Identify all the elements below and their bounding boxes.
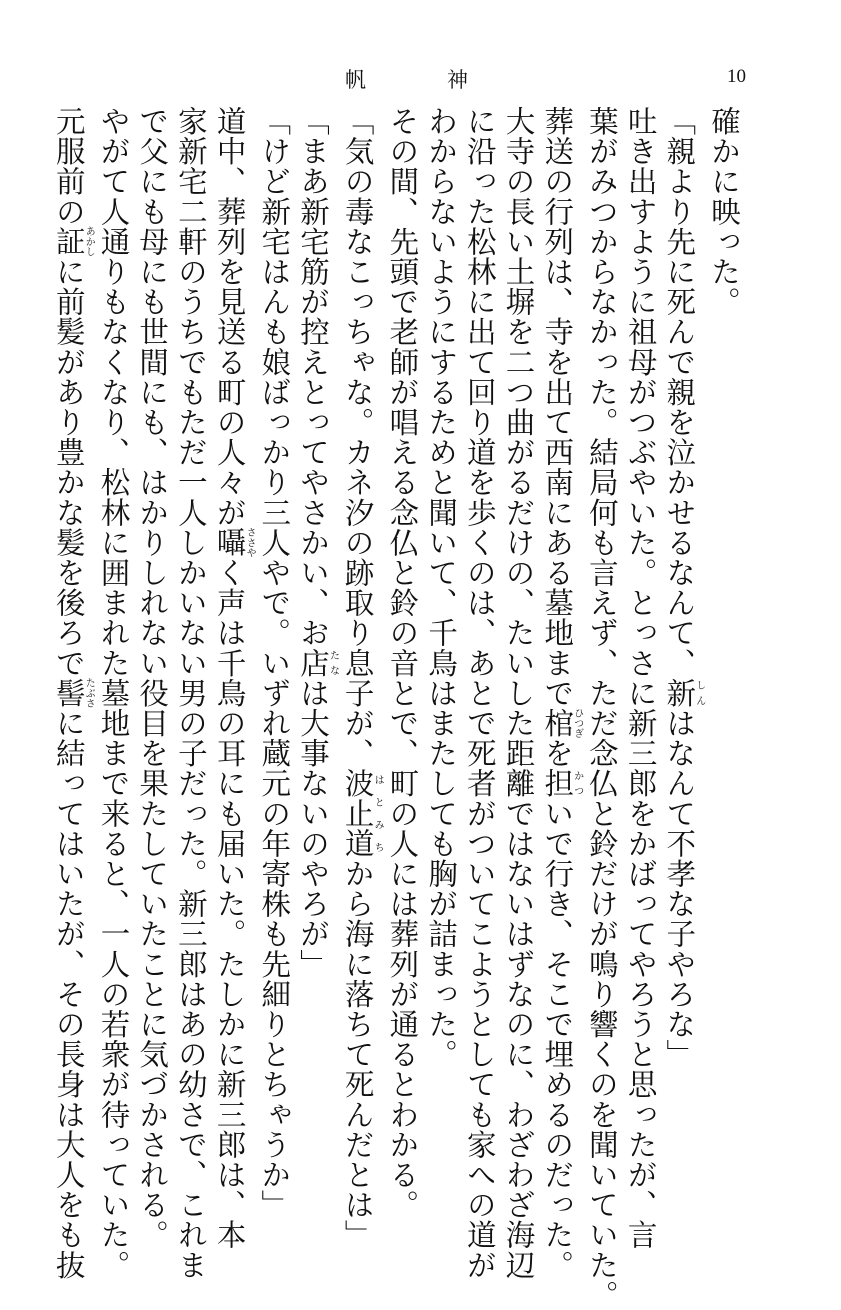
text-run: 「気の毒なこっちゃな。カネ汐の跡取り息子が、	[340, 106, 375, 769]
text-line	[421, 106, 460, 1126]
furigana: しん	[693, 677, 705, 708]
text-run: その間、先頭で老師が唱える念仏と鈴の音とで、町の人には葬列が通るとわかる。	[385, 106, 420, 1220]
ruby-base: 囁	[212, 527, 247, 558]
text-run: 大寺の長い土塀を二つ曲がるだけの、たいした距離ではないはずなのに、わざわざ海辺	[501, 106, 536, 1280]
ruby-word	[662, 677, 705, 709]
ruby-base: 新	[662, 677, 697, 709]
ruby-base: 証	[51, 226, 86, 257]
body-text	[51, 106, 743, 1310]
text-line	[49, 106, 95, 1280]
text-line	[94, 106, 133, 1280]
text-line	[132, 106, 171, 1250]
furigana: たぶさ	[83, 677, 95, 709]
text-run: 葉がみつからなかった。結局何も言えず、ただ念仏と鈴だけが鳴り響くのを聞いていた。	[584, 106, 619, 1310]
text-run: に沿った松林に出て回り道を歩くのは、あとで死者がついてこようとしても家への道が	[462, 106, 497, 1280]
text-run: 葬送の行列は、寺を出て西南にある墓地まで	[540, 106, 575, 708]
text-line	[255, 106, 294, 1220]
text-run: やがて人通りもなくなり、松林に囲まれた墓地まで来ると、一人の若衆が待っていた。	[96, 106, 131, 1280]
text-line	[383, 106, 422, 1220]
ruby-base: 棺	[540, 708, 575, 739]
furigana: かつ	[571, 768, 583, 799]
text-run: 確かに映った。	[707, 106, 741, 317]
ruby-word	[540, 768, 583, 799]
ruby-base: 波止道	[340, 768, 375, 859]
ruby-word	[51, 226, 95, 257]
text-run: 吐き出すように祖母がつぶやいた。とっさに新三郎をかばってやろうと思ったが、言	[623, 106, 658, 1250]
ruby-word	[540, 708, 583, 739]
page-number: 10	[727, 66, 746, 87]
text-run: 「けど新宅はんも娘ばっかり三人やで。いずれ蔵元の年寄株も先細りとちゃうか」	[257, 106, 292, 1220]
ruby-word	[340, 768, 384, 859]
text-run: はなんて不孝な子やろな」	[662, 708, 697, 1070]
furigana: ささや	[244, 527, 256, 558]
text-line	[293, 106, 338, 1126]
furigana: たな	[327, 647, 339, 678]
text-line	[460, 106, 499, 1280]
ruby-word	[51, 677, 95, 709]
furigana: あかし	[83, 226, 95, 257]
text-run: は大事ないのやろが」	[295, 677, 330, 979]
text-run: 家新宅二軒のうちでもただ一人しかいない男の子だった。新三郎はあの幼さで、これま	[173, 106, 208, 1280]
text-line	[582, 106, 621, 1310]
text-run: 元服前の	[51, 106, 86, 227]
text-run: いで行き、そこで埋めるのだった。	[540, 798, 575, 1280]
text-line	[660, 106, 705, 1126]
text-run: 道中、葬列を見送る町の人々が	[212, 106, 247, 528]
text-line	[171, 106, 210, 1280]
text-run: 「まあ新宅筋が控えとってやさかい、お	[295, 106, 330, 648]
text-run: に結ってはいたが、その長身は大人をも抜	[51, 708, 86, 1280]
text-line	[499, 106, 538, 1280]
text-run: から海に落ちて死んだとは」	[340, 858, 375, 1250]
text-line	[210, 106, 256, 1250]
running-head	[0, 64, 841, 96]
book-title: 帆 神	[345, 68, 498, 92]
text-line	[704, 106, 743, 1126]
text-run: く声は千鳥の耳にも届いた。たしかに新三郎は、本	[212, 557, 247, 1250]
text-run: わからないようにするためと聞いて、千鳥はまたしても胸が詰まった。	[424, 106, 459, 1070]
ruby-base: 髻	[51, 677, 86, 709]
ruby-word	[295, 647, 339, 678]
text-line	[537, 106, 583, 1280]
text-run: 「親より先に死んで親を泣かせるなんて、	[662, 106, 697, 678]
text-run: で父にも母にも世間にも、はかりしれない役目を果たしていたことに気づかされる。	[135, 106, 170, 1250]
ruby-word	[212, 527, 256, 558]
text-line	[621, 106, 660, 1250]
text-line	[338, 106, 384, 1250]
text-run: に前髪があり豊かな髪を後ろで	[51, 256, 86, 678]
furigana: ひつぎ	[571, 708, 583, 739]
text-run: を	[540, 738, 575, 769]
furigana: はとみち	[372, 768, 384, 859]
ruby-base: 店	[295, 647, 330, 678]
ruby-base: 担	[540, 768, 575, 799]
